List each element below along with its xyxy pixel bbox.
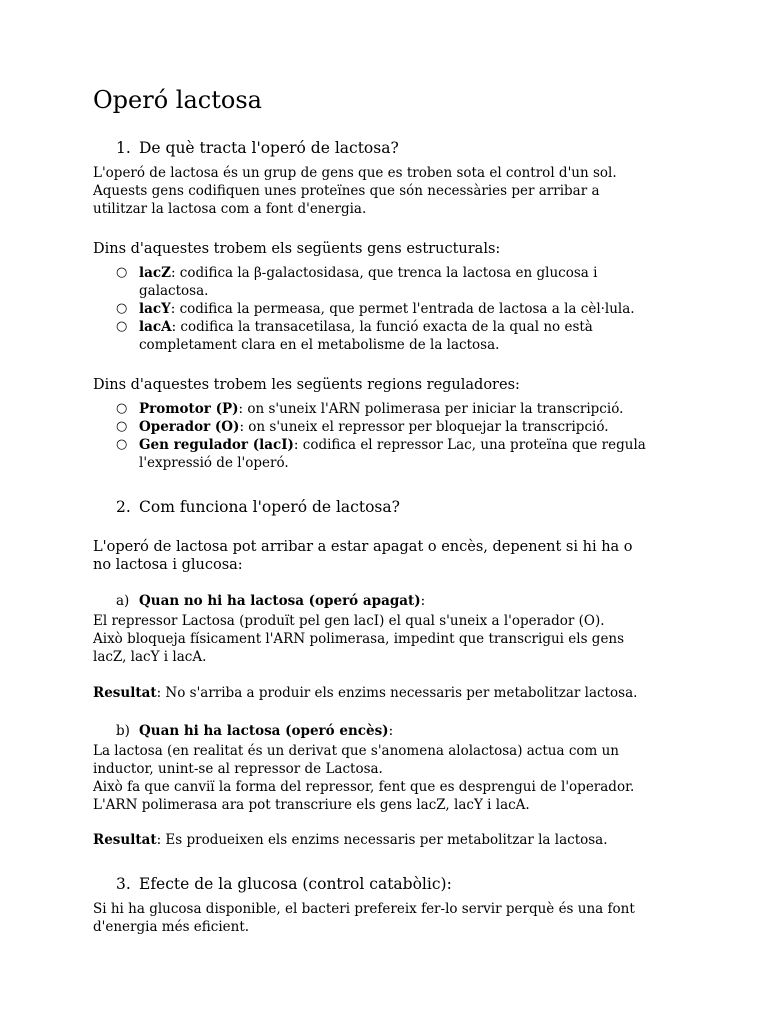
text-line: L'operó de lactosa és un grup de gens que es troben sota el control d'un sol. (93, 165, 617, 181)
section-number: 1. (116, 139, 131, 157)
text-line: Si hi ha glucosa disponible, el bacteri prefereix fer-lo servir perquè és una font (93, 901, 635, 917)
text-line: no lactosa i glucosa: (93, 557, 243, 573)
region-desc: : codifica el repressor Lac, una proteïna que regula (293, 437, 646, 453)
text-line: Aquests gens codifiquen unes proteïnes que són necessàries per arribar a (93, 183, 600, 199)
bullet-circle-icon: ○ (116, 265, 128, 280)
text-line: Això bloqueja físicament l'ARN polimerasa, impedint que transcrigui els gens (93, 631, 625, 647)
section-title: Com funciona l'operó de lactosa? (139, 498, 400, 516)
result-label: Resultat (93, 685, 157, 701)
list-item-lacy (116, 300, 699, 318)
gene-term: lacZ (139, 265, 171, 281)
region-desc: : on s'uneix l'ARN polimerasa per iniciar la transcripció. (238, 401, 624, 417)
gene-desc: : codifica la permeasa, que permet l'entrada de lactosa a la cèl·lula. (170, 301, 635, 317)
bullet-circle-icon: ○ (116, 319, 128, 334)
list-item-laca (116, 318, 699, 354)
section-1-paragraph (93, 164, 683, 218)
gene-term: lacY (139, 301, 171, 317)
gene-desc-cont: completament clara en el metabolisme de la lactosa. (139, 337, 500, 353)
subsection-title: Quan no hi ha lactosa (operó apagat) (139, 593, 421, 609)
region-desc-cont: l'expressió de l'operó. (139, 455, 289, 471)
page-title: Operó lactosa (93, 86, 262, 114)
result-text: : No s'arriba a produir els enzims necessaris per metabolitzar lactosa. (156, 685, 638, 701)
gene-desc-cont: galactosa. (139, 283, 209, 299)
subsection-a-result (93, 684, 683, 702)
list-item-gen-regulador (116, 436, 699, 472)
gene-desc: : codifica la β-galactosidasa, que trenca la lactosa en glucosa i (170, 265, 598, 281)
subsection-b-result (93, 831, 683, 849)
section-number: 2. (116, 498, 131, 516)
list-item-lacz (116, 264, 699, 300)
section-3-heading (116, 875, 452, 893)
section-2-heading (116, 498, 400, 516)
region-term: Promotor (P) (139, 401, 239, 417)
section-1-heading (116, 139, 399, 157)
region-term: Operador (O) (139, 419, 240, 435)
text-line: lacZ, lacY i lacA. (93, 649, 207, 665)
result-text: : Es produeixen els enzims necessaris per metabolitzar la lactosa. (156, 832, 608, 848)
text-line: Això fa que canviï la forma del repressor, fent que es desprengui de l'operador. (93, 779, 635, 795)
section-title: Efecte de la glucosa (control catabòlic): (139, 875, 452, 893)
bullet-circle-icon: ○ (116, 437, 128, 452)
subsection-label: b) (116, 723, 130, 739)
bullet-circle-icon: ○ (116, 419, 128, 434)
text-line: utilitzar la lactosa com a font d'energia. (93, 201, 367, 217)
colon: : (388, 723, 394, 739)
list-item-promotor (116, 400, 699, 418)
structural-genes-intro: Dins d'aquestes trobem els següents gens estructurals: (93, 241, 501, 257)
region-term: Gen regulador (lacI) (139, 437, 294, 453)
subsection-a-heading (116, 592, 425, 610)
list-item-operador (116, 418, 699, 436)
bullet-circle-icon: ○ (116, 401, 128, 416)
subsection-title: Quan hi ha lactosa (operó encès) (139, 723, 389, 739)
section-3-paragraph (93, 900, 683, 936)
section-2-intro (93, 538, 683, 574)
subsection-a-text (93, 612, 683, 666)
result-label: Resultat (93, 832, 157, 848)
subsection-b-heading (116, 722, 393, 740)
section-title: De què tracta l'operó de lactosa? (139, 139, 399, 157)
subsection-b-text (93, 742, 683, 814)
text-line: L'operó de lactosa pot arribar a estar apagat o encès, depenent si hi ha o (93, 539, 633, 555)
region-desc: : on s'uneix el repressor per bloquejar la transcripció. (239, 419, 609, 435)
text-line: El repressor Lactosa (produït pel gen lacI) el qual s'uneix a l'operador (O). (93, 613, 605, 629)
text-line: inductor, unint-se al repressor de Lactosa. (93, 761, 383, 777)
gene-desc: : codifica la transacetilasa, la funció exacta de la qual no està (171, 319, 593, 335)
regulatory-regions-intro: Dins d'aquestes trobem les següents regions reguladores: (93, 377, 520, 393)
text-line: d'energia més eficient. (93, 919, 250, 935)
bullet-circle-icon: ○ (116, 301, 128, 316)
colon: : (420, 593, 426, 609)
subsection-label: a) (116, 593, 130, 609)
text-line: La lactosa (en realitat és un derivat que s'anomena alolactosa) actua com un (93, 743, 619, 759)
gene-term: lacA (139, 319, 172, 335)
section-number: 3. (116, 875, 131, 893)
text-line: L'ARN polimerasa ara pot transcriure els gens lacZ, lacY i lacA. (93, 797, 530, 813)
